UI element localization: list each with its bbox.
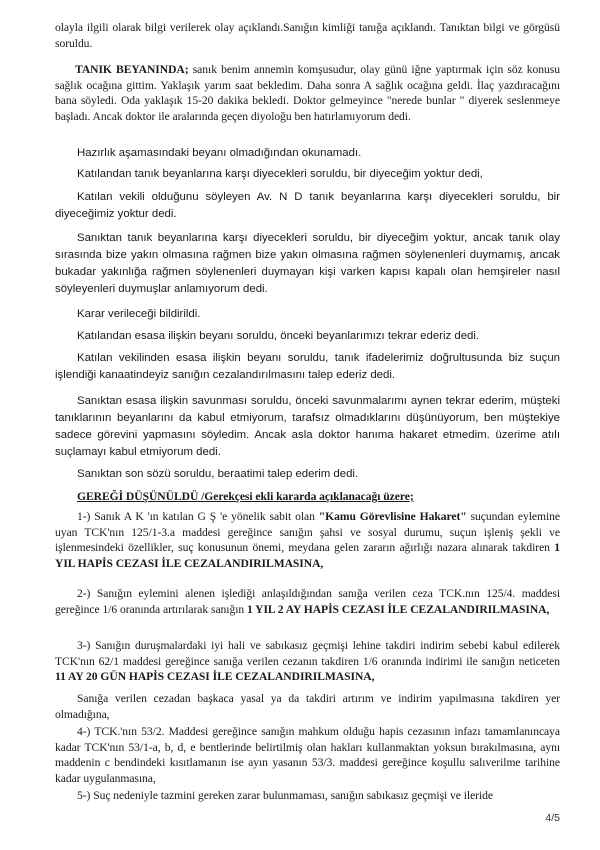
decision-item-5: 5-) Suç nedeniyle tazmini gereken zarar bulunmaması, sanığın sabıkasız geçmişi ve ileride xyxy=(77,789,493,802)
paragraph-8: Sanıktan esasa ilişkin savunması soruldu, önceki savunmalarımı aynen tekrar ederim, müşteki tanıklarının beyanlarını da kabul etmiyorum, tarafsız olmadıklarını düşünüyorum, ben müştekiye sadece görevini yapmasını söyledim. Ancak asla doktor hanıma hakaret etmedim. üzerime atılı suçlamayı kabul etmiyorum dedi. xyxy=(55,395,560,458)
witness-text: sanık benim annemin komşusudur, olay günü iğne yaptırmak için söz konusu sağlık ocağına gittim. Yaklaşık yarım saat bekledim. Daha sonra A sağlık ocağına geldi. İlaç yazdıracağını bana söyledi. Oda yaklaşık 15-20 dakika bekledi. Doktor gelmeyince "nerede bunlar " diyerek seslenmeye başladı. Ancak doktor ile aralarında geçen diyoloğu ben hatırlamıyorum dedi. xyxy=(55,63,560,123)
witness-statement xyxy=(55,62,560,124)
paragraph-4: Sanıktan tanık beyanlarına karşı diyecekleri soruldu, bir diyeceğim yoktur, ancak tanık olay sırasında bize yakın olmasına rağmen bize yakın olmasına rağmen söylenenleri duymamış, ancak bukadar yakınlığa rağmen söylenenleri duymayan kişi varken kapısı kapalı olan hemşireler nasıl söyleyenleri duymuşlar anlamıyorum dedi. xyxy=(55,232,560,295)
decision-item-3: 3-) Sanığın duruşmalardaki iyi hali ve sabıkasız geçmişi lehine takdiri indirim sebebi kabul edilerek TCK'nın 62/1 maddesi gereğince sanığa verilen cezanın takdiren 1/6 oranında indirimi ile sanığın neticeten 11 AY 20 GÜN HAPİS CEZASI İLE CEZALANDIRILMASINA, xyxy=(55,639,560,683)
paragraph-7: Katılan vekilinden esasa ilişkin beyanı soruldu, tanık ifadelerimiz doğrultusunda biz suçun işlendiği kanaatindeyiz sanığın cezalandırılmasını talep ederiz dedi. xyxy=(55,352,560,381)
decision-item-4: 4-) TCK.'nın 53/2. Maddesi gereğince sanığın mahkum olduğu hapis cezasının infazı tamamlanıncaya kadar TCK'nın 53/1-a, b, d, e bentlerinde belirtilmiş olan hakları kullanmaktan yoksun bırakılmasına, aynı maddenin c bendindeki kısıtlamanın ise ayın yasanın 53/3. maddesi gereğince koşullu salıverilme tarihine kadar uygulanmasına, xyxy=(55,725,560,785)
page-number: 4/5 xyxy=(545,812,560,824)
paragraph-1: Hazırlık aşamasındaki beyanı olmadığından okunamadı. xyxy=(77,147,362,159)
paragraph-5: Karar verileceği bildirildi. xyxy=(77,308,201,320)
intro-paragraph: olayla ilgili olarak bilgi verilerek olay açıklandı.Sanığın kimliği tanığa açıklandı. Tanıktan bilgi ve görgüsü soruldu. xyxy=(55,21,560,50)
paragraph-6: Katılandan esasa ilişkin beyanı soruldu, önceki beyanlarımızı tekrar ederiz dedi. xyxy=(77,330,480,342)
witness-heading: TANIK BEYANINDA; xyxy=(75,63,189,76)
decision-item-2: 2-) Sanığın eylemini alenen işlediği anlaşıldığından sanığa verilen ceza TCK.nın 125/4. maddesi gereğince 1/6 oranında artırılarak sanığın 1 YIL 2 AY HAPİS CEZASI İLE CEZALANDIRILMASINA, xyxy=(55,587,560,616)
paragraph-2: Katılandan tanık beyanlarına karşı diyecekleri soruldu, bir diyeceğim yoktur dedi, xyxy=(77,168,483,180)
paragraph-3: Katılan vekili olduğunu söyleyen Av. N D tanık beyanlarına karşı diyecekleri soruldu, bir diyeceğimiz yoktur dedi. xyxy=(55,191,560,220)
decision-item-1: 1-) Sanık A K 'ın katılan G Ş 'e yönelik sabit olan "Kamu Görevlisine Hakaret" suçundan eylemine uyan TCK'nın 125/1-3.a maddesi gereğince sanığın şahsi ve sosyal durumu, suçun işleniş şekli ve işlenmesindeki özellikler, suç konusunun önemi, meydana gelen zararın ağırlığı nazara alınarak takdiren 1 YIL HAPİS CEZASI İLE CEZALANDIRILMASINA, xyxy=(55,510,560,570)
decision-item-3-note: Sanığa verilen cezadan başkaca yasal ya da takdiri artırım ve indirim yapılmasına takdiren yer olmadığına, xyxy=(55,692,560,721)
decision-heading: GEREĞİ DÜŞÜNÜLDÜ /Gerekçesi ekli kararda açıklanacağı üzere; xyxy=(77,490,414,503)
paragraph-9: Sanıktan son sözü soruldu, beraatimi talep ederim dedi. xyxy=(77,468,359,480)
